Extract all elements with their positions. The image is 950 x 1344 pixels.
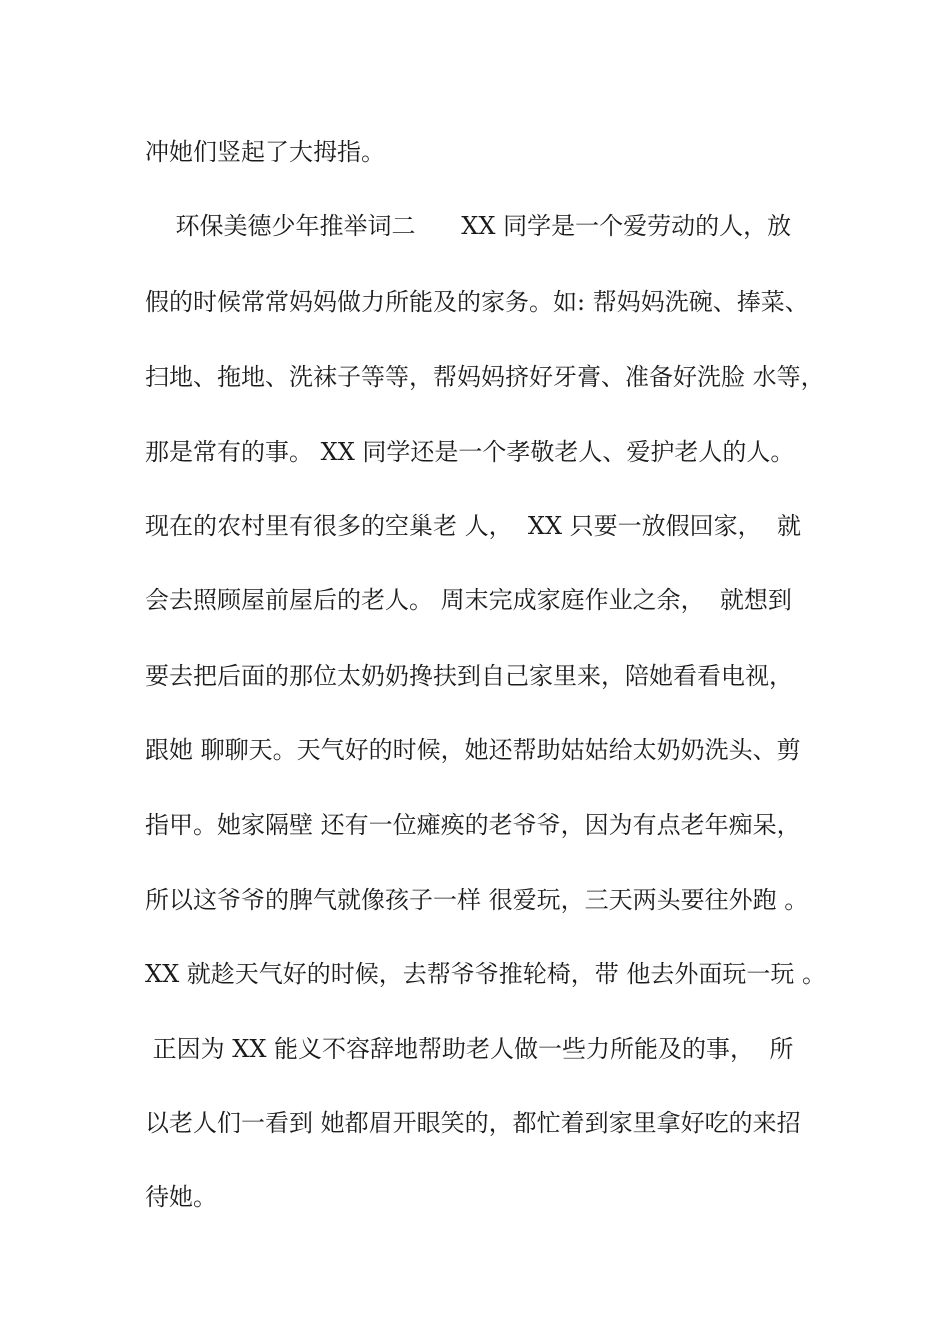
text-line: 会去照顾屋前屋后的老人。 周末完成家庭作业之余， 就想到	[145, 586, 792, 614]
text-line: 假的时候常常妈妈做力所能及的家务。如: 帮妈妈洗碗、捧菜、	[145, 288, 809, 316]
text-line: 所以这爷爷的脾气就像孩子一样 很爱玩，三天两头要往外跑 。	[145, 886, 809, 914]
text-line: 要去把后面的那位太奶奶搀扶到自己家里来，陪她看看电视，	[145, 662, 793, 690]
text-line: 环保美德少年推举词二 XX 同学是一个爱劳动的人，放	[145, 212, 792, 240]
text-line: 正因为 XX 能义不容辞地帮助老人做一些力所能及的事， 所	[145, 1035, 794, 1063]
text-line: 以老人们一看到 她都眉开眼笑的，都忙着到家里拿好吃的来招	[145, 1109, 801, 1137]
text-line: 扫地、拖地、洗袜子等等，帮妈妈挤好牙膏、准备好洗脸 水等，	[145, 363, 825, 391]
text-line: 冲她们竖起了大拇指。	[145, 138, 385, 166]
text-line: 现在的农村里有很多的空巢老 人， XX 只要一放假回家， 就	[145, 512, 801, 540]
text-line: 待她。	[145, 1183, 217, 1211]
text-line: XX 就趁天气好的时候，去帮爷爷推轮椅，带 他去外面玩一玩 。	[145, 960, 827, 988]
text-line: 跟她 聊聊天。天气好的时候，她还帮助姑姑给太奶奶洗头、剪	[145, 736, 801, 764]
text-line: 指甲。她家隔壁 还有一位瘫痪的老爷爷，因为有点老年痴呆，	[145, 811, 801, 839]
text-line: 那是常有的事。 XX 同学还是一个孝敬老人、爱护老人的人。	[145, 438, 795, 466]
